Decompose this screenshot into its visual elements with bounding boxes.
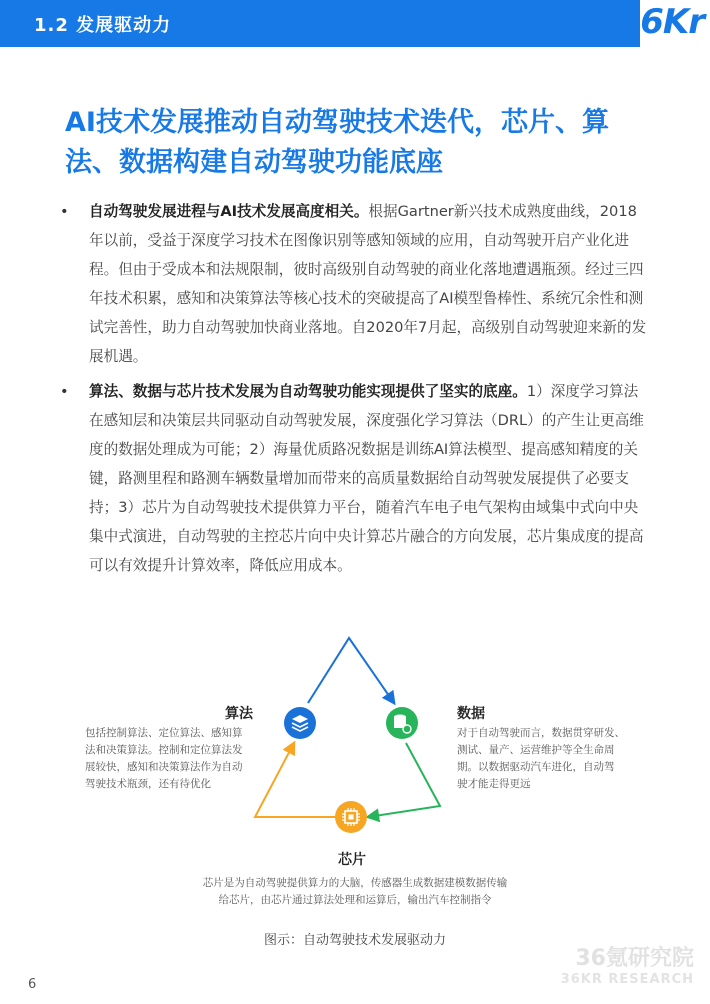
bullet-lead: 自动驾驶发展进程与AI技术发展高度相关。	[89, 203, 369, 220]
description-line: 测试、量产、运营维护等全生命周	[457, 744, 615, 756]
algorithm-label: 算法	[225, 706, 253, 722]
description-line: 期。以数据驱动汽车进化，自动驾	[457, 761, 615, 773]
database-icon	[386, 707, 418, 739]
data-label: 数据	[457, 706, 485, 722]
arrow-algorithm-to-data	[308, 638, 394, 703]
description-line: 驾驶技术瓶颈，还有待优化	[85, 778, 211, 790]
brand-logo: 36Kr	[617, 2, 704, 42]
algorithm-description	[85, 725, 285, 793]
chip-icon	[335, 801, 367, 833]
description-line: 驶才能走得更远	[457, 778, 531, 790]
arrow-data-to-chip	[368, 743, 440, 817]
chip-label: 芯片	[338, 852, 366, 868]
layers-icon	[284, 707, 316, 739]
description-line: 展较快，感知和决策算法作为自动	[85, 761, 243, 773]
watermark-cn: 36氪研究院	[575, 946, 694, 971]
bullet-text: 根据Gartner新兴技术成熟度曲线，2018年以前，受益于深度学习技术在图像识别等感知领域的应用，自动驾驶开启产业化进程。但由于受成本和法规限制，彼时高级别自动驾驶的商业化落地遭遇瓶颈。经过三四年技术积累，感知和决策算法等核心技术的突破提高了AI模型鲁棒性、系统冗余性和测试完善性，助力自动驾驶加快商业落地。自2020年7月起，高级别自动驾驶迎来新的发展机遇。	[89, 203, 647, 365]
bullet-list	[60, 197, 650, 586]
page-number: 6	[28, 977, 37, 992]
description-line: 给芯片，由芯片通过算法处理和运算后，输出汽车控制指令	[218, 894, 492, 906]
bullet-text: 1）深度学习算法在感知层和决策层共同驱动自动驾驶发展，深度强化学习算法（DRL）的产生让更高维度的数据处理成为可能；2）海量优质路况数据是训练AI算法模型、提高感知精度的关键，路测里程和路测车辆数量增加而带来的高质量数据给自动驾驶发展提供了必要支持；3）芯片为自动驾驶技术提供算力平台，随着汽车电子电气架构由域集中式向中央集中式演进，自动驾驶的主控芯片向中央计算芯片融合的方向发展，芯片集成度的提高可以有效提升计算效率，降低应用成本。	[89, 383, 644, 574]
watermark-en: 36KR RESEARCH	[560, 972, 694, 987]
bullet-lead: 算法、数据与芯片技术发展为自动驾驶功能实现提供了坚实的底座。	[89, 383, 527, 400]
description-line: 法和决策算法。控制和定位算法发	[85, 744, 243, 756]
figure-caption: 图示：自动驾驶技术发展驱动力	[263, 933, 446, 948]
bullet-item	[60, 377, 650, 580]
description-line: 芯片是为自动驾驶提供算力的大脑，传感器生成数据建模数据传输	[202, 877, 508, 889]
data-description	[457, 725, 667, 793]
bullet-item	[60, 197, 650, 371]
section-title: 1.2 发展驱动力	[34, 15, 172, 36]
description-line: 包括控制算法、定位算法、感知算	[85, 727, 243, 739]
header-bar	[0, 0, 688, 47]
bullet-dot-icon: •	[60, 203, 69, 220]
description-line: 对于自动驾驶而言，数据贯穿研发、	[457, 727, 625, 739]
page-title-line-1: AI技术发展推动自动驾驶技术迭代，芯片、算	[65, 107, 609, 138]
driver-diagram	[0, 630, 710, 930]
chip-description	[150, 875, 560, 909]
bullet-dot-icon: •	[60, 383, 69, 400]
page-title	[65, 103, 655, 183]
page-title-line-2: 法、数据构建自动驾驶功能底座	[65, 147, 443, 178]
